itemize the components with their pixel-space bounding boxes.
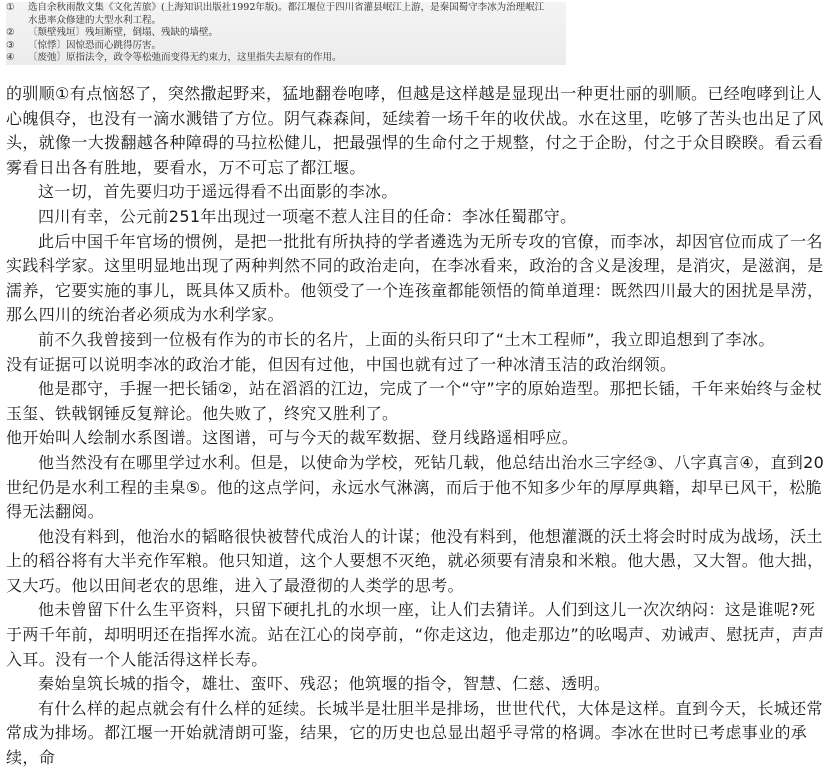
footnote-text: 选自余秋雨散文集《文化苦旅》(上海知识出版社1992年版)。都江堰位于四川省灌县岷江上游，是秦国蜀守李冰为治理岷江 <box>28 2 545 13</box>
footnote <box>6 52 566 65</box>
paragraph: 他没有料到，他治水的韬略很快被替代成治人的计谋；他没有料到，他想灌溉的沃土将会时时成为战场，沃土上的稻谷将有大半充作军粮。他只知道，这个人要想不灭绝，就必须要有清泉和米粮。他大愚，又大智。他大拙，又大巧。他以田间老农的思维，进入了最澄彻的人类学的思考。 <box>6 526 824 595</box>
paragraph: 他未曾留下什么生平资料，只留下硬扎扎的水坝一座，让人们去猜详。人们到这儿一次次纳闷：这是谁呢?死于两千年前，却明明还在指挥水流。站在江心的岗亭前，“你走这边，他走那边”的吆喝声、劝诫声、慰抚声，声声入耳。没有一个人能活得这样长寿。 <box>6 600 825 669</box>
footnote-mark: ② <box>6 27 15 39</box>
paragraph: 他开始叫人绘制水系图谱。这图谱，可与今天的裁军数据、登月线路遥相呼应。 <box>6 428 579 448</box>
footnote-mark: ① <box>6 2 15 13</box>
paragraph: 这一切，首先要归功于遥远得看不出面影的李冰。 <box>38 182 398 202</box>
footnote-text: 〔废弛〕原指法令，政令等松弛而变得无约束力，这里指失去原有的作用。 <box>28 52 342 64</box>
paragraph: 他当然没有在哪里学过水利。但是，以使命为学校，死钻几载，他总结出治水三字经③、八字真言④，直到20世纪仍是水利工程的圭臬⑤。他的这点学问，永远水气淋漓，而后于他不知多少年的厚厚典籍，却早已风干，松脆得无法翻阅。 <box>6 452 825 522</box>
footnote <box>6 2 566 15</box>
paragraph: 有什么样的起点就会有什么样的延续。长城半是壮胆半是排场，世世代代，大体是这样。直到今天，长城还常常成为排场。都江堰一开始就清朗可鉴，结果，它的历史也总显出超乎寻常的格调。李冰在世时已考虑事业的承续，命 <box>6 698 823 768</box>
footnote-mark: ④ <box>6 52 15 64</box>
paragraph: 四川有幸，公元前251年出现过一项毫不惹人注目的任命：李冰任蜀郡守。 <box>38 206 577 226</box>
footnote <box>6 15 566 28</box>
footnote-text: 〔惊悸〕因惊恐而心跳得厉害。 <box>28 39 162 51</box>
article-body <box>6 82 830 771</box>
footnote-text: 水患率众修建的大型水利工程。 <box>28 14 162 26</box>
paragraph: 前不久我曾接到一位极有作为的市长的名片，上面的头衔只印了“土木工程师”，我立即追想到了李冰。 <box>38 329 775 349</box>
paragraph: 此后中国千年官场的惯例，是把一批批有所执持的学者遴选为无所专攻的官僚，而李冰，却因官位而成了一名实践科学家。这里明显地出现了两种判然不同的政治走向，在李冰看来，政治的含义是浚理，是消灾，是滋润，是濡养，它要实施的事儿，既具体又质朴。他领受了一个连孩童都能领悟的简单道理：既然四川最大的困扰是旱涝，那么四川的统治者必须成为水利学家。 <box>6 231 824 325</box>
paragraph: 他是郡守，手握一把长锸②，站在滔滔的江边，完成了一个“守”字的原始造型。那把长锸，千年来始终与金杖玉玺、铁戟钢锤反复辩论。他失败了，终究又胜利了。 <box>6 379 823 423</box>
footnote-mark <box>6 15 28 28</box>
paragraph: 的驯顺①有点恼怒了，突然撒起野来，猛地翻卷咆哮，但越是这样越是显现出一种更壮丽的驯顺。已经咆哮到让人心魄俱夺，也没有一滴水溅错了方位。阴气森森间，延续着一场千年的收伏战。水在这里，吃够了苦头也出足了风头，就像一大拨翻越各种障碍的马拉松健儿，把最强悍的生命付之于规整，付之于企盼，付之于众目睽睽。看云看雾看日出各有胜地，要看水，万不可忘了都江堰。 <box>6 84 824 177</box>
footnote <box>6 40 566 53</box>
paragraph: 没有证据可以说明李冰的政治才能，但因有过他，中国也就有过了一种冰清玉洁的政治纲领。 <box>6 354 677 374</box>
paragraph: 秦始皇筑长城的指令，雄壮、蛮吓、残忍；他筑堰的指令，智慧、仁慈、透明。 <box>38 674 611 694</box>
footnote-mark: ③ <box>6 39 15 51</box>
footnote-text: 〔颓壁残垣〕残垣断壁，倒塌、残缺的墙壁。 <box>28 27 219 39</box>
footnotes <box>6 2 566 65</box>
footnote <box>6 27 566 40</box>
